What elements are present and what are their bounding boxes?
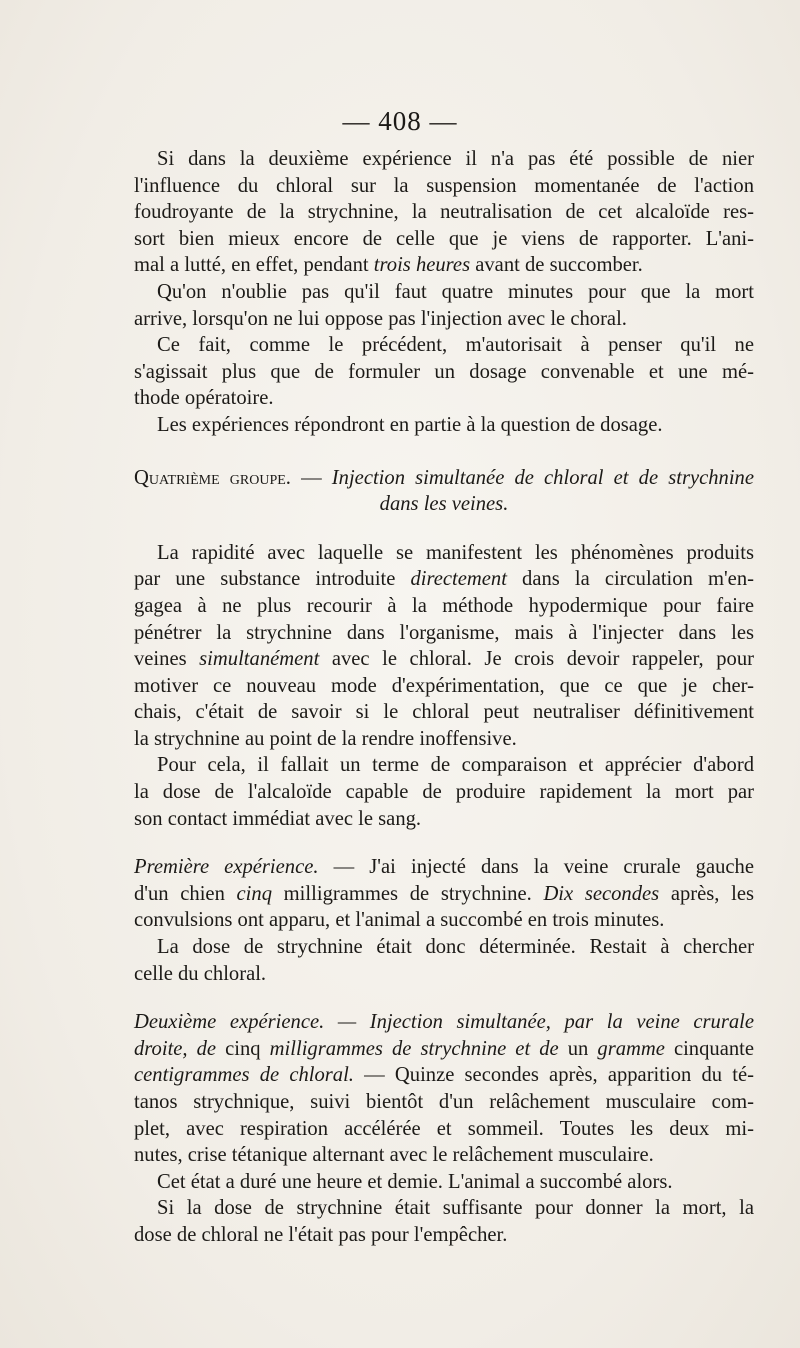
text-line: chais, c'était de savoir si le chloral peut neutraliser définitivement — [134, 701, 754, 724]
text-line: motiver ce nouveau mode d'expérimentation, que ce que je cher- — [134, 674, 754, 697]
text-line: Pour cela, il fallait un terme de comparaison et apprécier d'abord — [157, 754, 754, 777]
text-line: la strychnine au point de la rendre inoffensive. — [134, 727, 517, 750]
italic-phrase: centigrammes de chloral. — [134, 1064, 354, 1087]
page-number: — 408 — — [342, 106, 458, 136]
italic-phrase: milligrammes de strychnine et de — [269, 1037, 559, 1060]
text-line: d'un chien cinq milligrammes de strychnine. Dix secondes après, les — [134, 882, 754, 905]
text-line: veines simultanément avec le chloral. Je crois devoir rappeler, pour — [134, 648, 754, 671]
text-line: thode opératoire. — [134, 387, 274, 410]
page-body — [134, 146, 754, 1249]
text-line: plet, avec respiration accélérée et sommeil. Toutes les deux mi- — [134, 1117, 754, 1140]
text-line: Cet état a duré une heure et demie. L'animal a succombé alors. — [157, 1170, 673, 1193]
italic-phrase: gramme — [597, 1037, 665, 1060]
text-line: Si dans la deuxième expérience il n'a pas été possible de nier — [157, 148, 754, 170]
italic-phrase: cinq — [236, 882, 272, 905]
section-title-continued: dans les veines. — [379, 493, 509, 516]
text-line: Qu'on n'oublie pas qu'il faut quatre minutes pour que la mort — [157, 280, 754, 303]
text-line: pénétrer la strychnine dans l'organisme, mais à l'injecter dans les — [134, 621, 754, 644]
text-line: par une substance introduite directement dans la circulation m'en- — [134, 568, 754, 591]
text-line: l'influence du chloral sur la suspension momentanée de l'action — [134, 174, 754, 197]
text-line: centigrammes de chloral. — Quinze secondes après, apparition du té- — [134, 1064, 754, 1087]
text-line: La rapidité avec laquelle se manifestent les phénomènes produits — [157, 541, 754, 564]
text-line: Première expérience. — J'ai injecté dans la veine crurale gauche — [134, 856, 754, 879]
italic-phrase: simultanément — [199, 648, 320, 671]
text-line: foudroyante de la strychnine, la neutralisation de cet alcaloïde res- — [134, 201, 754, 224]
text-line: Ce fait, comme le précédent, m'autorisait à penser qu'il ne — [157, 334, 754, 357]
text-line: gagea à ne plus recourir à la méthode hypodermique pour faire — [134, 594, 754, 617]
italic-phrase: trois heures — [373, 254, 471, 277]
text-line: son contact immédiat avec le sang. — [134, 807, 422, 830]
italic-phrase: directement — [410, 568, 507, 591]
text-line: mal a lutté, en effet, pendant trois heures avant de succomber. — [134, 254, 643, 277]
text-line: Si la dose de strychnine était suffisante pour donner la mort, la — [157, 1197, 754, 1220]
text-line: Les expériences répondront en partie à la question de dosage. — [157, 413, 663, 436]
text-line: arrive, lorsqu'on ne lui oppose pas l'injection avec le choral. — [134, 307, 627, 330]
text-line: convulsions ont apparu, et l'animal a succombé en trois minutes. — [134, 909, 665, 932]
text-line: nutes, crise tétanique alternant avec le relâchement musculaire. — [134, 1144, 654, 1167]
section-title: Injection simultanée de chloral et de strychnine — [331, 466, 754, 489]
text-line: droite, de cinq milligrammes de strychnine et de un gramme cinquante — [134, 1037, 754, 1060]
section-label: Quatrième groupe. — [134, 466, 291, 489]
text-line: tanos strychnique, suivi bientôt d'un relâchement musculaire com- — [134, 1091, 754, 1113]
text-line — [134, 1009, 754, 1036]
italic-phrase: Dix secondes — [543, 882, 660, 905]
experiment-label: Deuxième expérience. — Injection simultanée, par la veine crurale — [134, 1011, 754, 1034]
section-heading: Quatrième groupe. — Injection simultanée de chloral et de strychnine — [134, 466, 754, 489]
section-heading-continued — [134, 491, 754, 518]
text-line: La dose de strychnine était donc déterminée. Restait à chercher — [157, 936, 754, 959]
text-line: la dose de l'alcaloïde capable de produire rapidement la mort par — [134, 781, 754, 804]
text-line: s'agissait plus que de formuler un dosage convenable et une mé- — [134, 360, 754, 383]
text-line: dose de chloral ne l'était pas pour l'empêcher. — [134, 1223, 508, 1246]
experiment-label: Première expérience. — [134, 856, 319, 879]
text-line: sort bien mieux encore de celle que je viens de rapporter. L'ani- — [134, 227, 754, 250]
text-line: celle du chloral. — [134, 962, 267, 985]
italic-phrase: droite, de — [134, 1037, 217, 1060]
